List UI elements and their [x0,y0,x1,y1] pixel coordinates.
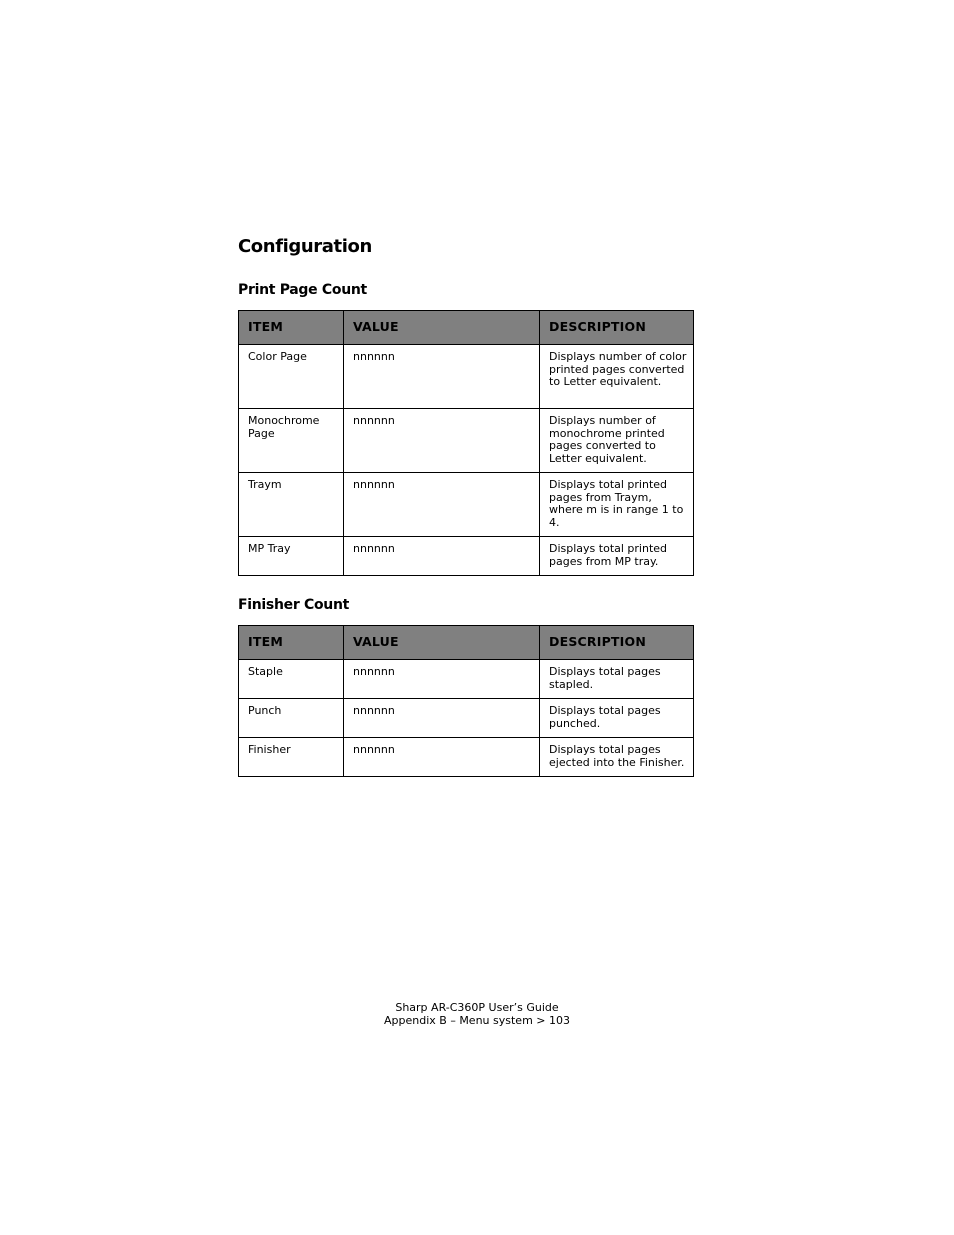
table-header-row [239,311,694,345]
cell-value: nnnnnn [344,345,540,409]
table-row [239,660,694,699]
cell-description: Displays number of color printed pages converted to Letter equivalent. [540,345,694,409]
footer-guide-title: Sharp AR-C360P User’s Guide [395,1001,559,1014]
cell-description: Displays total pages stapled. [540,660,694,699]
cell-item: Color Page [239,345,344,409]
table-row [239,473,694,537]
cell-item: Traym [239,473,344,537]
column-header-item: ITEM [239,311,344,345]
table-header-row [239,626,694,660]
cell-value: nnnnnn [344,699,540,738]
cell-description: Displays total pages ejected into the Finisher. [540,738,694,777]
cell-item: MP Tray [239,537,344,576]
cell-description: Displays number of monochrome printed pages converted to Letter equivalent. [540,409,694,473]
page-footer [0,1002,954,1027]
column-header-description: DESCRIPTION [540,311,694,345]
table-row [239,345,694,409]
cell-description: Displays total printed pages from MP tray. [540,537,694,576]
cell-value: nnnnnn [344,473,540,537]
cell-item: Staple [239,660,344,699]
cell-value: nnnnnn [344,409,540,473]
page-title: Configuration [238,236,372,257]
column-header-value: VALUE [344,626,540,660]
cell-value: nnnnnn [344,660,540,699]
table-row [239,409,694,473]
column-header-description: DESCRIPTION [540,626,694,660]
finisher-count-table [238,625,694,777]
cell-item: Finisher [239,738,344,777]
section-title-print-page-count: Print Page Count [238,282,367,298]
footer-page-reference: Appendix B – Menu system > 103 [384,1013,570,1027]
cell-item: Monochrome Page [239,409,344,473]
cell-description: Displays total pages punched. [540,699,694,738]
cell-value: nnnnnn [344,738,540,777]
cell-value: nnnnnn [344,537,540,576]
table-row [239,537,694,576]
column-header-value: VALUE [344,311,540,345]
section-title-finisher-count: Finisher Count [238,597,350,613]
cell-description: Displays total printed pages from Traym, where m is in range 1 to 4. [540,473,694,537]
column-header-item: ITEM [239,626,344,660]
table-row [239,738,694,777]
print-page-count-table [238,310,694,576]
table-row [239,699,694,738]
cell-item: Punch [239,699,344,738]
